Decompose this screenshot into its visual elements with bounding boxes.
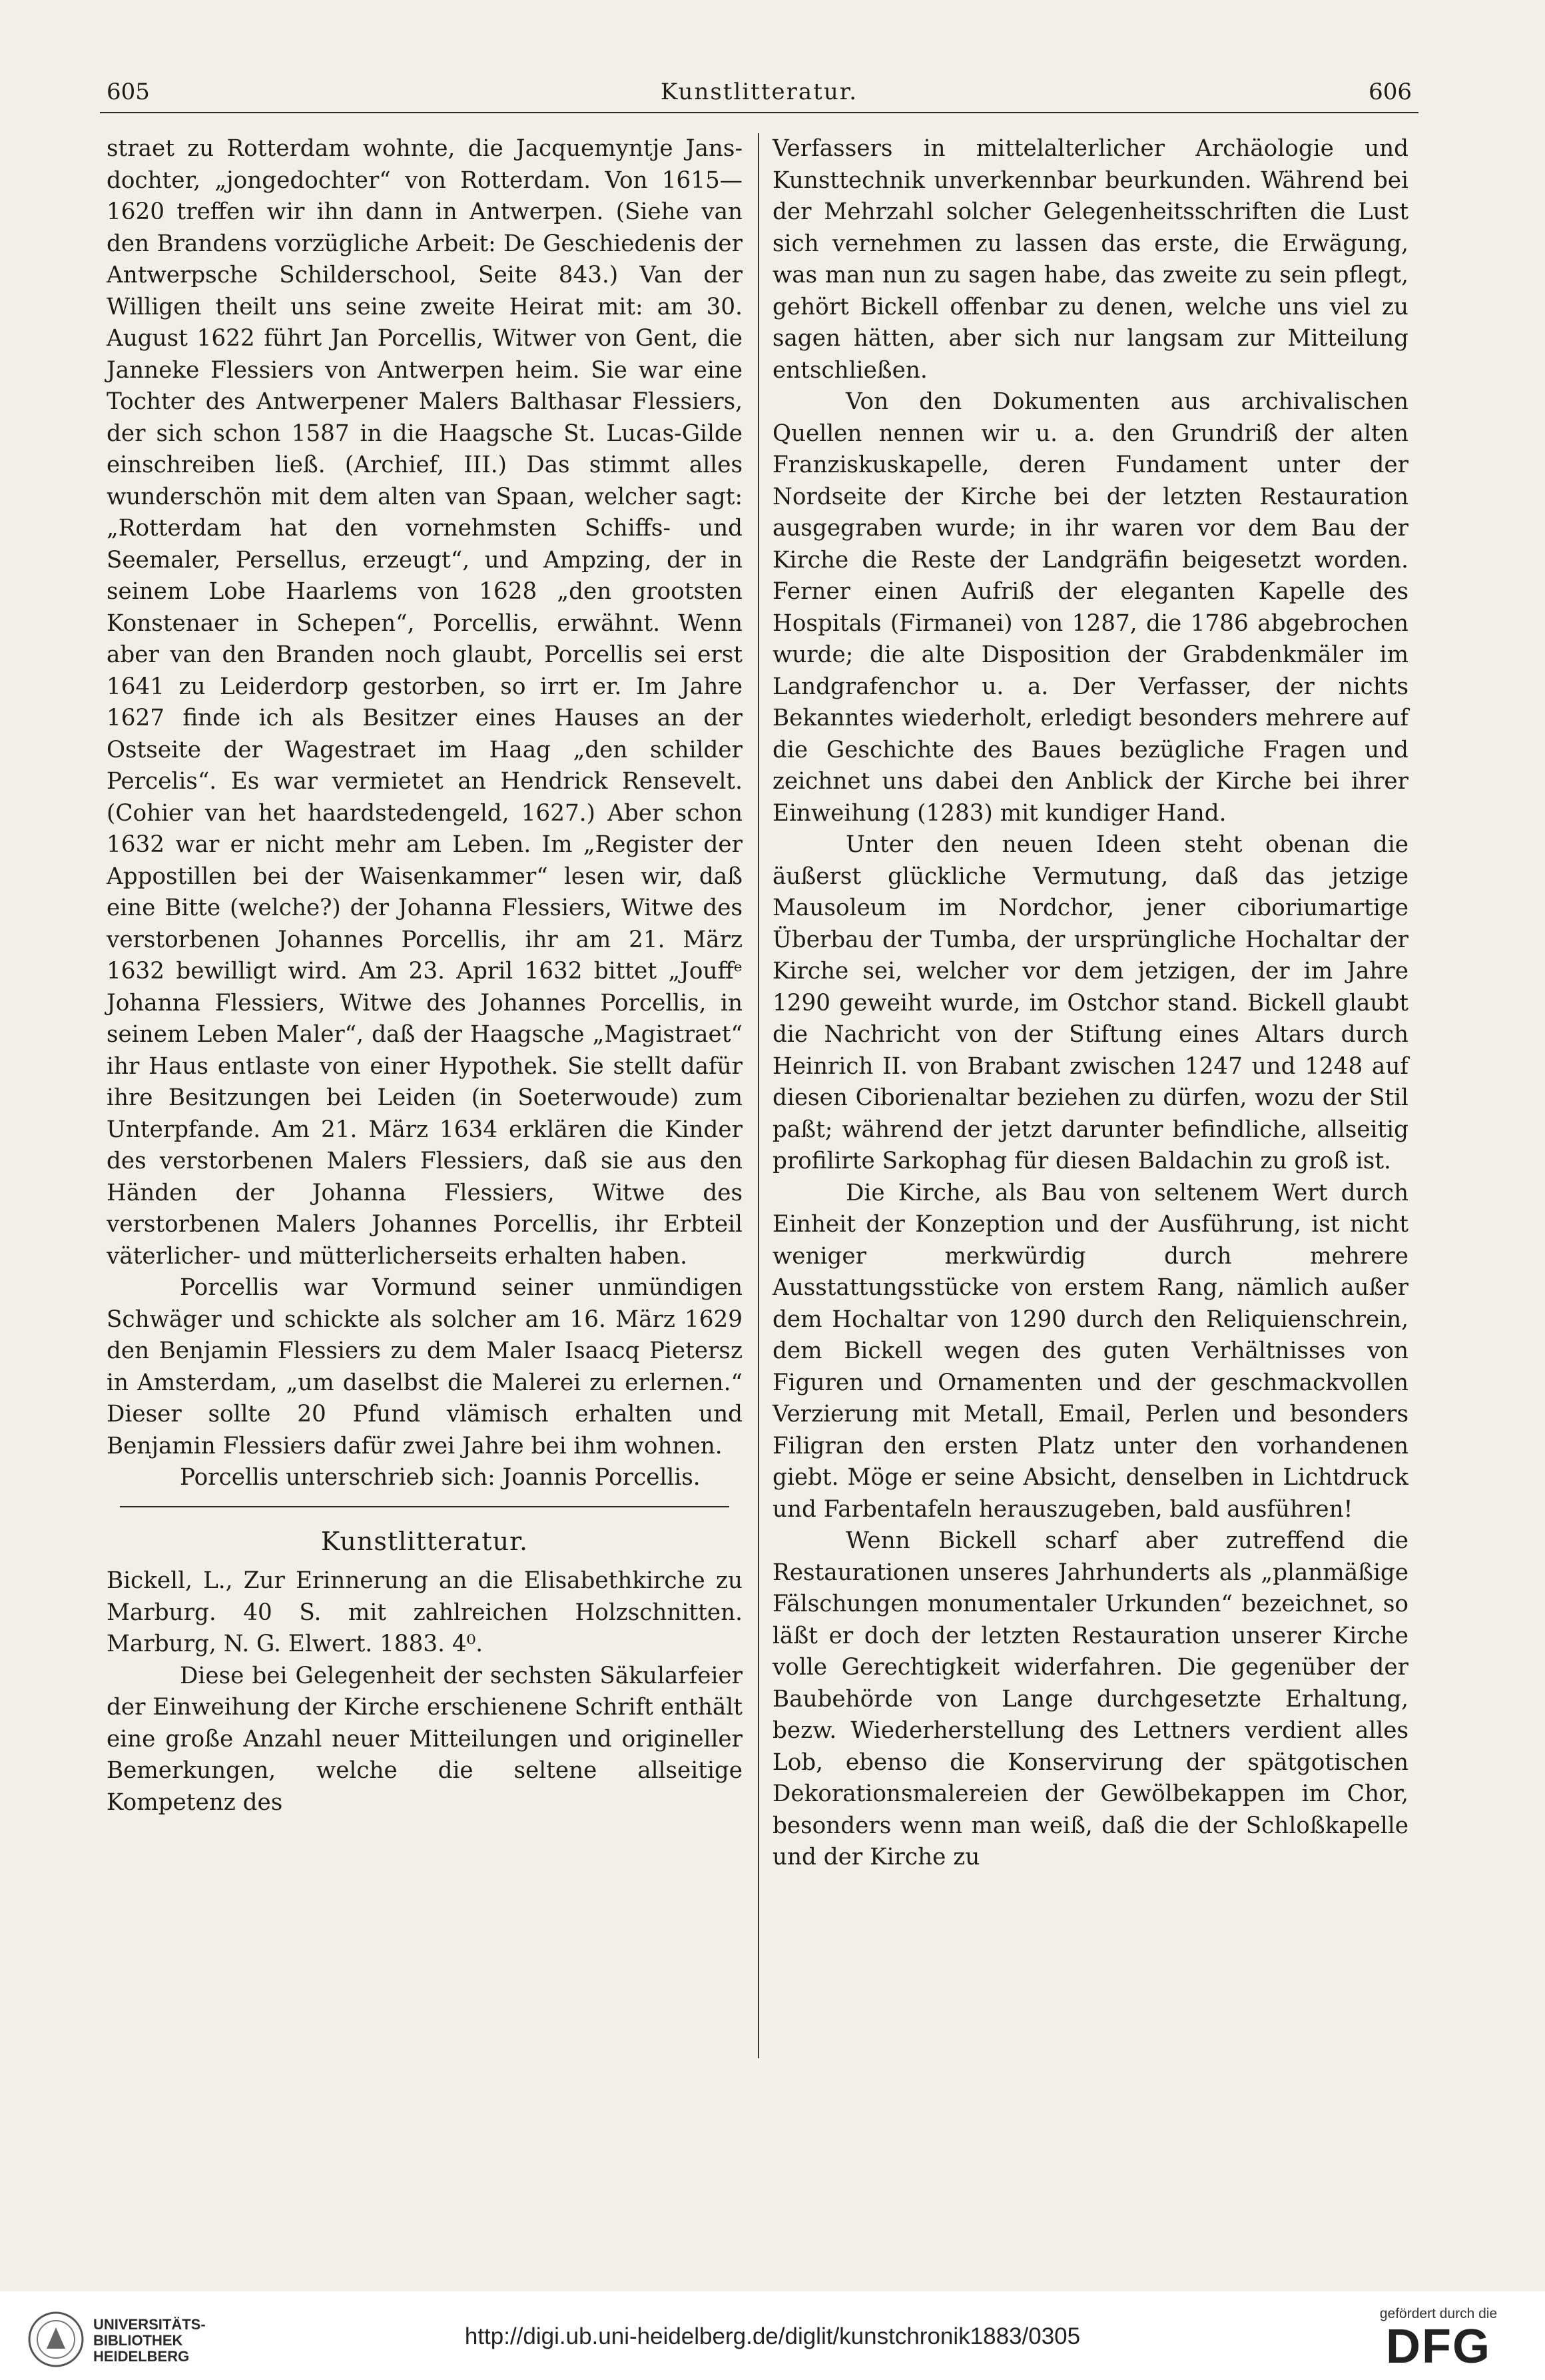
paragraph: Die Kirche, als Bau von seltenem Wert durch Einheit der Konzeption und der Ausführung, ist nicht weniger merkwürdig durch mehrere Ausstattungsstücke von erstem Rang, nämlich außer dem Hochaltar von 1290 durch den Reliquienschrein, dem Bickell wegen des guten Verhältnisses von Figuren und Ornamenten und der geschmackvollen Verzierung mit Metall, Email, Perlen und besonders Filigran den ersten Platz unter den vorhandenen giebt. Möge er seine Absicht, denselben in Lichtdruck und Farbentafeln herauszugeben, bald ausführen! <box>772 1179 1408 1523</box>
library-name: UNIVERSITÄTS- BIBLIOTHEK HEIDELBERG <box>93 2316 206 2365</box>
paragraph: Porcellis war Vormund seiner unmündigen Schwäger und schickte als solcher am 16. März 1629 den Benjamin Flessiers zu dem Maler Isaacq Pietersz in Amsterdam, „um daselbst die Malerei zu erlernen.“ Dieser sollte 20 Pfund vlämisch erhalten und Benjamin Flessiers dafür zwei Jahre bei ihm wohnen. <box>107 1274 743 1459</box>
page-number-right: 606 <box>1369 79 1412 105</box>
signature-line: Porcellis unterschrieb sich: Joannis Porcellis. <box>180 1464 701 1491</box>
permalink-url[interactable]: http://digi.ub.uni-heidelberg.de/diglit/kunstchronik1883/0305 <box>464 2323 1081 2349</box>
section-rule <box>120 1506 729 1507</box>
bibliography-entry <box>107 1565 743 1818</box>
digitization-footer <box>0 2291 1545 2380</box>
running-title: Kunstlitteratur. <box>660 79 858 105</box>
dfg-logo: DFG <box>1386 2320 1491 2373</box>
section-heading: Kunstlitteratur. <box>320 1526 529 1556</box>
paragraph: Wenn Bickell scharf aber zutreffend die Restaurationen unseres Jahrhunderts als „planmäßige Fälschungen monumentaler Urkunden“ bezeichnet, so läßt er doch der letzten Restauration unserer Kirche volle Gerechtigkeit widerfahren. Die gegenüber der Baubehörde von Lange durchgesetzte Erhaltung, bezw. Wiederherstellung des Lettners verdient alles Lob, ebenso die Konservirung der spätgotischen Dekorationsmalereien der Gewölbekappen im Chor, besonders wenn man weiß, daß die der Schloßkapelle und der Kirche zu <box>772 1527 1408 1870</box>
page-number-left: 605 <box>107 79 150 105</box>
right-column <box>772 133 1408 1874</box>
review-paragraph: Diese bei Gelegenheit der sechsten Säkularfeier der Einweihung der Kirche erschienene Schrift enthält eine große Anzahl neuer Mitteilungen und origineller Bemerkungen, welche die seltene allseitige Kompetenz des <box>107 1662 743 1816</box>
paragraph: Von den Dokumenten aus archivalischen Quellen nennen wir u. a. den Grundriß der alten Franziskuskapelle, deren Fundament unter der Nordseite der Kirche bei der letzten Restauration ausgegraben wurde; in ihr waren vor dem Bau der Kirche die Reste der Landgräfin beigesetzt worden. Ferner einen Aufriß der eleganten Kapelle des Hospitals (Firmanei) von 1287, die 1786 abgebrochen wurde; die alte Disposition der Grabdenkmäler im Landgrafenchor u. a. Der Verfasser, der nichts Bekanntes wiederholt, erledigt besonders mehrere auf die Geschichte des Baues bezügliche Fragen und zeichnet uns dabei den Anblick der Kirche bei ihrer Einweihung (1283) mit kundiger Hand. <box>772 388 1408 827</box>
page-header <box>100 72 1418 112</box>
funder-block <box>1359 2306 1518 2371</box>
column-divider <box>758 133 759 2058</box>
left-column <box>107 133 743 1818</box>
header-rule <box>100 112 1418 113</box>
paragraph: Unter den neuen Ideen steht obenan die äußerst glückliche Vermutung, daß das jetzige Mausoleum im Nordchor, jener ciboriumartige Überbau der Tumba, der ursprüngliche Hochaltar der Kirche sei, welcher vor dem jetzigen, der im Jahre 1290 geweiht wurde, im Ostchor stand. Bickell glaubt die Nachricht von der Stiftung eines Altars durch Heinrich II. von Brabant zwischen 1247 und 1248 auf diesen Ciborienaltar beziehen zu dürfen, wozu der Stil paßt; während der jetzt darunter befindliche, allseitig profilirte Sarkophag für diesen Baldachin zu groß ist. <box>772 831 1408 1174</box>
funder-label: gefördert durch die <box>1379 2306 1498 2321</box>
paragraph: straet zu Rotterdam wohnte, die Jacquemyntje Jans-dochter, „jongedochter“ von Rotterdam. Von 1615—1620 treffen wir ihn dann in Antwerpen. (Siehe van den Brandens vorzügliche Arbeit: De Geschiedenis der Antwerpsche Schilderschool, Seite 843.) Van der Willigen theilt uns seine zweite Heirat mit: am 30. August 1622 führt Jan Porcellis, Witwer von Gent, die Janneke Flessiers von Antwerpen heim. Sie war eine Tochter des Antwerpener Malers Balthasar Flessiers, der sich schon 1587 in die Haagsche St. Lucas-Gilde einschreiben ließ. (Archief, III.) Das stimmt alles wunderschön mit dem alten van Spaan, welcher sagt: „Rotterdam hat den vornehmsten Schiffs- und Seemaler, Persellus, erzeugt“, und Ampzing, der in seinem Lobe Haarlems von 1628 „den grootsten Konstenaer in Schepen“, Porcellis, erwähnt. Wenn aber van den Branden noch glaubt, Porcellis sei erst 1641 zu Leiderdorp gestorben, so irrt er. Im Jahre 1627 finde ich als Besitzer eines Hauses an der Ostseite der Wagestraet im Haag „den schilder Percelis“. Es war vermietet an Hendrick Rensevelt. (Cohier van het haardstedengeld, 1627.) Aber schon 1632 war er nicht mehr am Leben. Im „Register der Appostillen bei der Waisenkammer“ lesen wir, daß eine Bitte (welche?) der Johanna Flessiers, Witwe des verstorbenen Johannes Porcellis, ihr am 21. März 1632 bewilligt wird. Am 23. April 1632 bittet „Jouffᵉ Johanna Flessiers, Witwe des Johannes Porcellis, in seinem Leben Maler“, daß der Haagsche „Magistraet“ ihr Haus entlaste von einer Hypothek. Sie stellt dafür ihre Besitzungen bei Leiden (in Soeterwoude) zum Unterpfande. Am 21. März 1634 erklären die Kinder des verstorbenen Malers Flessiers, daß sie aus den Händen der Johanna Flessiers, Witwe des verstorbenen Malers Johannes Porcellis, ihr Erbteil väterlicher- und mütterlicherseits erhalten haben. <box>107 135 743 1270</box>
bib-citation: Bickell, L., Zur Erinnerung an die Elisabethkirche zu Marburg. 40 S. mit zahlreichen Holzschnitten. Marburg, N. G. Elwert. 1883. 4⁰. <box>107 1567 743 1657</box>
paragraph: Verfassers in mittelalterlicher Archäologie und Kunsttechnik unverkennbar beurkunden. Während bei der Mehrzahl solcher Gelegenheitsschriften die Lust sich vernehmen zu lassen das erste, die Erwägung, was man nun zu sagen habe, das zweite zu sein pflegt, gehört Bickell offenbar zu denen, welche uns viel zu sagen hätten, aber sich nur langsam zur Mitteilung entschließen. <box>772 135 1408 384</box>
